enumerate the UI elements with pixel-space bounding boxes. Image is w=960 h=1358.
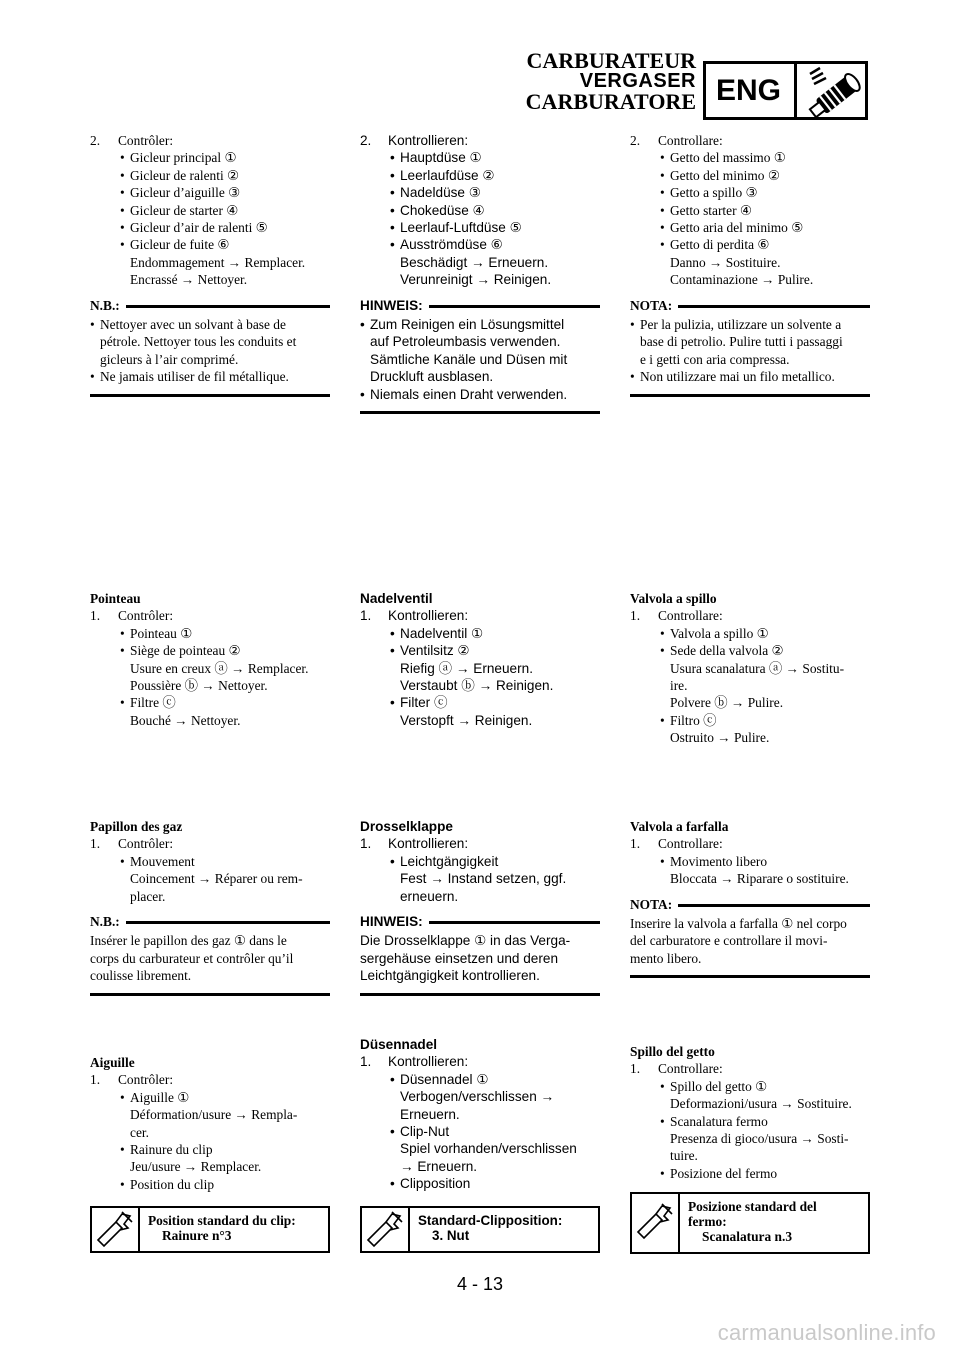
list-item: • Nadelventil ①: [360, 625, 600, 642]
note-header: [630, 896, 870, 913]
list-item: • Getto a spillo ③: [630, 184, 870, 201]
list-subitem: Bloccata → Riparare o sostituire.: [670, 871, 849, 887]
list-item: • Getto di perdita ⑥: [630, 236, 870, 253]
step-text: Contrôler:: [118, 1072, 174, 1088]
list-item: • Filtre ⓒ: [90, 694, 330, 711]
fr-throttle-valve: [90, 818, 330, 996]
note-line: e i getti con aria compressa.: [640, 351, 790, 367]
note-header: [90, 297, 330, 314]
list-subitem: Bouché → Nettoyer.: [130, 712, 241, 728]
de-check-jets: [360, 132, 600, 414]
list-item: • Ventilsitz ②: [360, 642, 600, 659]
list-subitem: erneuern.: [400, 888, 459, 904]
note-line: gicleurs à l’air comprimé.: [100, 351, 239, 367]
watermark: carmanualsonline.info: [717, 1320, 936, 1345]
note-line: • Zum Reinigen ein Lösungsmittel: [370, 317, 565, 333]
list-subitem: Encrassé → Nettoyer.: [130, 272, 248, 288]
note-header: [90, 913, 330, 930]
note-line: • Per la pulizia, utilizzare un solvente a: [640, 317, 842, 333]
section-heading: Papillon des gaz: [90, 819, 183, 834]
list-item: • Getto del minimo ②: [630, 167, 870, 184]
list-item: • Rainure du clip: [90, 1141, 330, 1158]
note-label: NOTA:: [630, 297, 673, 313]
note-rule: [126, 921, 330, 924]
spec-value: 3. Nut: [432, 1228, 470, 1243]
list-subitem: Spiel vorhanden/verschlissen: [400, 1141, 577, 1157]
section-heading: Spillo del getto: [630, 1044, 715, 1059]
step-number: 2.: [630, 133, 641, 148]
spec-value: Rainure n°3: [162, 1228, 232, 1243]
step-text: Controllare:: [658, 1061, 723, 1077]
list-item: • Gicleur de fuite ⑥: [90, 236, 330, 253]
standard-clip-position-box: [90, 1206, 330, 1253]
step-text: Controllare:: [658, 133, 723, 148]
step-number: 1.: [630, 1061, 641, 1077]
de-needle-valve: [360, 590, 600, 729]
section-heading: Pointeau: [90, 591, 141, 606]
note-line: • Non utilizzare mai un filo metallico.: [640, 369, 835, 385]
note-line: Leichtgängigkeit kontrollieren.: [360, 968, 540, 984]
list-subitem: Jeu/usure → Remplacer.: [130, 1159, 262, 1175]
note-line: Insérer le papillon des gaz ① dans le: [90, 933, 287, 949]
note-rule: [429, 305, 600, 308]
section-heading: Valvola a spillo: [630, 591, 717, 606]
section-heading: Drosselklappe: [360, 819, 453, 834]
title-fr: CARBURATEUR: [526, 48, 696, 73]
note-header: [630, 297, 870, 314]
note-item: [630, 316, 870, 368]
list-item: • Gicleur d’air de ralenti ⑤: [90, 219, 330, 236]
list-subitem: → Erneuern.: [400, 1158, 478, 1174]
list-subitem: Erneuern.: [400, 1106, 460, 1122]
list-item: • Getto aria del minimo ⑤: [630, 219, 870, 236]
note-end-rule: [90, 993, 330, 996]
it-jet-needle: [630, 1043, 870, 1182]
spec-wrench-icon: [362, 1208, 410, 1251]
list-item: • Clip-Nut: [360, 1123, 600, 1140]
note-label: N.B.:: [90, 914, 120, 930]
it-throttle-valve: [630, 818, 870, 978]
list-item: • Gicleur d’aiguille ③: [90, 184, 330, 201]
de-jet-needle: [360, 1036, 600, 1193]
list-item: • Movimento libero: [630, 853, 870, 870]
note-line: base di petrolio. Pulire tutti i passaggi: [640, 334, 843, 350]
list-item: • Leerlauf-Luftdüse ⑤: [360, 219, 600, 236]
standard-clip-position-box: [360, 1206, 600, 1253]
list-item: • Nadeldüse ③: [360, 184, 600, 201]
standard-clip-position-box: [630, 1192, 870, 1254]
list-subitem: Poussière ⓑ → Nettoyer.: [130, 678, 268, 694]
list-item: • Valvola a spillo ①: [630, 625, 870, 642]
note-header: [360, 297, 600, 314]
note-line: coulisse librement.: [90, 968, 192, 984]
step-number: 1.: [360, 836, 372, 852]
list-item: • Leichtgängigkeit: [360, 853, 600, 870]
page-number: 4 - 13: [456, 1274, 504, 1294]
list-item: • Mouvement: [90, 853, 330, 870]
note-line: Druckluft ausblasen.: [370, 369, 494, 385]
list-item: • Pointeau ①: [90, 625, 330, 642]
list-subitem: Usura scanalatura ⓐ → Sostitu-: [670, 660, 845, 676]
list-subitem: Usure en creux ⓐ → Remplacer.: [130, 660, 309, 676]
list-item: • Filter ⓒ: [360, 694, 600, 711]
list-item: • Siège de pointeau ②: [90, 642, 330, 659]
section-heading: Valvola a farfalla: [630, 819, 729, 834]
list-subitem: Verunreinigt → Reinigen.: [400, 272, 552, 288]
list-subitem: Verbogen/verschlissen →: [400, 1089, 555, 1105]
note-rule: [429, 921, 600, 924]
list-item: • Filtro ⓒ: [630, 712, 870, 729]
note-end-rule: [360, 411, 600, 414]
spec-wrench-icon: [632, 1194, 680, 1252]
step-text: Kontrollieren:: [388, 608, 469, 624]
eng-section-badge: [703, 61, 868, 120]
step-number: 1.: [90, 608, 101, 624]
note-label: N.B.:: [90, 297, 120, 313]
note-item: [360, 386, 600, 403]
note-line: Die Drosselklappe ① in das Verga-: [360, 933, 571, 949]
note-end-rule: [630, 394, 870, 397]
list-item: • Düsennadel ①: [360, 1071, 600, 1088]
list-item: • Gicleur principal ①: [90, 149, 330, 166]
note-rule: [678, 305, 870, 308]
note-end-rule: [360, 993, 600, 996]
list-subitem: Presenza di gioco/usura → Sosti-: [670, 1131, 849, 1147]
eng-label: ENG: [716, 74, 782, 107]
note-line: sergehäuse einsetzen und deren: [360, 950, 559, 966]
list-subitem: tuire.: [670, 1148, 698, 1164]
note-line: Inserire la valvola a farfalla ① nel corpo: [630, 916, 847, 932]
step-number: 1.: [630, 836, 641, 852]
step-number: 1.: [630, 608, 641, 624]
list-item: • Position du clip: [90, 1176, 330, 1193]
note-line: corps du carburateur et contrôler qu’il: [90, 950, 294, 966]
spec-label: fermo:: [688, 1214, 727, 1229]
step-text: Kontrollieren:: [388, 1054, 469, 1070]
note-item: [90, 316, 330, 368]
note-header: [360, 913, 600, 930]
note-line: Sämtliche Kanäle und Düsen mit: [370, 351, 568, 367]
note-rule: [678, 904, 870, 907]
list-subitem: Verstopft → Reinigen.: [400, 712, 533, 728]
list-item: • Scanalatura fermo: [630, 1113, 870, 1130]
de-throttle-valve: [360, 818, 600, 996]
spec-value: Scanalatura n.3: [702, 1229, 793, 1244]
it-check-jets: [630, 132, 870, 397]
note-rule: [126, 305, 330, 308]
spec-label: Standard-Clipposition:: [418, 1213, 563, 1228]
step-number: 1.: [90, 1072, 101, 1088]
note-line: pétrole. Nettoyer tous les conduits et: [100, 334, 297, 350]
it-needle-valve: [630, 590, 870, 747]
note-line: • Niemals einen Draht verwenden.: [370, 386, 568, 402]
list-subitem: Endommagement → Remplacer.: [130, 254, 306, 270]
note-line: • Nettoyer avec un solvant à base de: [100, 317, 286, 333]
section-heading: Nadelventil: [360, 591, 433, 606]
step-number: 1.: [90, 836, 101, 852]
note-line: del carburatore e controllare il movi-: [630, 933, 828, 949]
step-text: Controllare:: [658, 836, 723, 852]
step-number: 2.: [90, 133, 101, 148]
list-subitem: Riefig ⓐ → Erneuern.: [400, 660, 533, 676]
list-item: • Gicleur de starter ④: [90, 202, 330, 219]
step-text: Controllare:: [658, 608, 723, 624]
note-end-rule: [90, 394, 330, 397]
note-label: HINWEIS:: [360, 297, 423, 313]
list-subitem: Verstaubt ⓑ → Reinigen.: [400, 678, 554, 694]
list-item: • Gicleur de ralenti ②: [90, 167, 330, 184]
note-line: • Ne jamais utiliser de fil métallique.: [100, 369, 289, 385]
section-heading: Düsennadel: [360, 1037, 438, 1052]
fr-jet-needle: [90, 1054, 330, 1193]
spec-label: Posizione standard del: [688, 1199, 817, 1214]
note-end-rule: [630, 975, 870, 978]
list-item: • Getto del massimo ①: [630, 149, 870, 166]
note-line: auf Petroleumbasis verwenden.: [370, 334, 561, 350]
list-subitem: Déformation/usure → Rempla-: [130, 1107, 298, 1123]
list-subitem: Beschädigt → Erneuern.: [400, 254, 549, 270]
step-number: 1.: [360, 608, 372, 624]
step-number: 2.: [360, 133, 372, 148]
note-label: NOTA:: [630, 896, 673, 912]
badge-divider: [794, 64, 797, 117]
list-subitem: Ostruito → Pulire.: [670, 730, 770, 746]
fr-check-jets: [90, 132, 330, 397]
list-subitem: Coincement → Réparer ou rem-: [130, 871, 303, 887]
title-de: VERGASER: [579, 70, 696, 92]
step-text: Kontrollieren:: [388, 836, 469, 852]
list-subitem: Danno → Sostituire.: [670, 254, 781, 270]
list-item: • Aiguille ①: [90, 1089, 330, 1106]
list-item: • Clipposition: [360, 1175, 600, 1192]
list-item: • Getto starter ④: [630, 202, 870, 219]
engine-tool-icon: [802, 66, 866, 118]
step-text: Kontrollieren:: [388, 133, 469, 148]
list-subitem: ire.: [670, 678, 688, 694]
title-it: CARBURATORE: [525, 89, 696, 114]
list-subitem: Polvere ⓑ → Pulire.: [670, 695, 784, 711]
list-item: • Chokedüse ④: [360, 202, 600, 219]
list-item: • Posizione del fermo: [630, 1165, 870, 1182]
fr-needle-valve: [90, 590, 330, 729]
list-subitem: placer.: [130, 888, 166, 904]
list-item: • Sede della valvola ②: [630, 642, 870, 659]
section-heading: Aiguille: [90, 1055, 135, 1070]
spec-wrench-icon: [92, 1208, 140, 1251]
list-subitem: Deformazioni/usura → Sostituire.: [670, 1096, 852, 1112]
step-text: Contrôler:: [118, 608, 174, 624]
list-item: • Hauptdüse ①: [360, 149, 600, 166]
note-line: mento libero.: [630, 950, 702, 966]
list-item: • Spillo del getto ①: [630, 1078, 870, 1095]
list-subitem: cer.: [130, 1124, 149, 1140]
list-subitem: Contaminazione → Pulire.: [670, 272, 814, 288]
list-item: • Leerlaufdüse ②: [360, 167, 600, 184]
list-item: • Ausströmdüse ⑥: [360, 236, 600, 253]
note-item: [360, 316, 600, 386]
step-number: 1.: [360, 1054, 372, 1070]
note-item: [630, 368, 870, 385]
step-text: Contrôler:: [118, 133, 174, 148]
list-subitem: Fest → Instand setzen, ggf.: [400, 871, 567, 887]
note-item: [90, 368, 330, 385]
note-label: HINWEIS:: [360, 914, 423, 930]
spec-label: Position standard du clip:: [148, 1213, 296, 1228]
step-text: Contrôler:: [118, 836, 174, 852]
